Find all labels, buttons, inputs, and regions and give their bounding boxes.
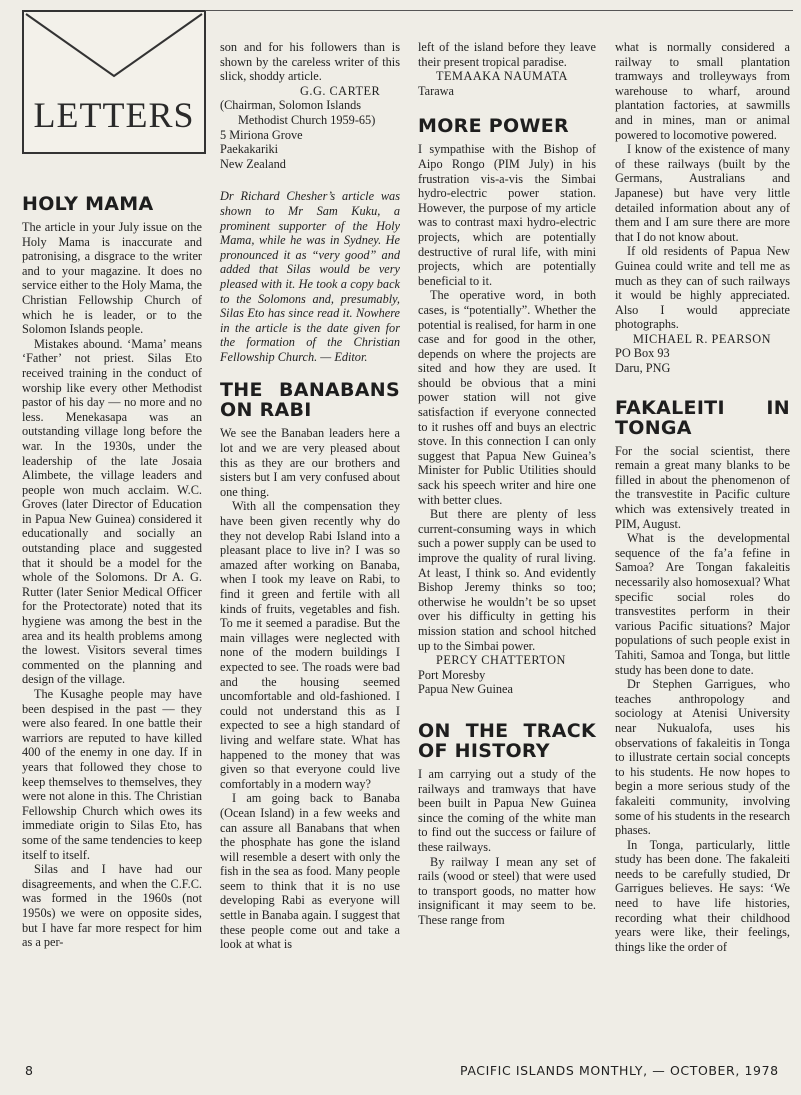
letter-paragraph: By railway I mean any set of rails (wood or steel) that were used to transport goods, no matter how insignificant it may seem to be. These range from bbox=[418, 854, 596, 927]
letter-heading: ON THE TRACK OF HISTORY bbox=[418, 719, 596, 762]
letter-paragraph: In Tonga, particularly, little study has been done. The fakaleiti needs to be carefully studied, Dr Garrigues believes. He says: ‘We need to have life histories, recording what their childhood years were like, their feelings, things like the order of bbox=[615, 837, 790, 954]
letters-header-box bbox=[22, 10, 206, 154]
letter-paragraph-continued: son and for his followers than is shown by the careless writer of this slick, shoddy article. bbox=[220, 40, 400, 84]
letter-paragraph: For the social scientist, there remain a great many blanks to be filled in about the phenomenon of the transvestite in Pacific culture which was extensively treated in PIM, August. bbox=[615, 443, 790, 531]
publication-footer: PACIFIC ISLANDS MONTHLY, — OCTOBER, 1978 bbox=[460, 1063, 779, 1078]
column-2 bbox=[220, 40, 400, 952]
letter-paragraph: I am carrying out a study of the railways and tramways that have been built in Papua New Guinea since the coming of the white man to find out the success or failure of these railways. bbox=[418, 766, 596, 854]
letter-paragraph: I know of the existence of many of these railways (built by the Germans, Australians and Japanese) but have very little detailed information about any of them and I am sure there are more that I do not know about. bbox=[615, 142, 790, 244]
letter-paragraph-continued: left of the island before they leave their present tropical paradise. bbox=[418, 40, 596, 69]
letter-paragraph: I am going back to Banaba (Ocean Island) in a few weeks and can assure all Banabans that when the phosphate has gone the island will resemble a desert with only the fish in the sea as food. Many people seem to think that it is no use developing Rabi as everyone will settle in Banaba again. I suggest that these people come out and take a look at what is bbox=[220, 791, 400, 952]
letter-signature: PERCY CHATTERTON Port Moresby Papua New Guinea bbox=[418, 653, 566, 697]
letter-heading: MORE POWER bbox=[418, 115, 569, 138]
letter-paragraph: But there are plenty of less current-consuming ways in which such a power supply can be used to improve the quality of rural living. At least, I think so. And evidently Bishop Jeremy thinks so too; otherwise he wouldn’t be so upset over his difficulty in getting his mission station and school hitched up to the Simbai power. bbox=[418, 507, 596, 653]
editor-note: Dr Richard Chesher’s article was shown to Mr Sam Kuku, a prominent supporter of the Holy Mama, while he was in Sydney. He pronounced it as “very good” and added that Silas would be very pleased with it. He took a copy back to the Solomons and, presumably, Silas Eto has since read it. Nowhere in the article is the date given for the formation of the Christian Fellowship Church. — Editor. bbox=[220, 189, 400, 364]
letter-paragraph: We see the Banaban leaders here a lot and we are very pleased about this as they are our brothers and sisters but I am very confused about one thing. bbox=[220, 426, 400, 499]
letter-heading: HOLY MAMA bbox=[22, 193, 154, 215]
letter-paragraph: If old residents of Papua New Guinea could write and tell me as much as they can of such railways it would be highly appreciated. Also I would appreciate photographs. bbox=[615, 244, 790, 332]
letter-paragraph: With all the compensation they have been given recently why do they not develop Rabi Island into a pleasant place to live in? I was so amazed after working on Banaba, when I took my leave on Rabi, to find it green and fertile with all kinds of fruits, vegetables and fish. To me it seemed a paradise. But the main villages were neglected with none of the modern buildings I expected to see. The roads were bad and the housing seemed uncomfortable and old-fashioned. I could not understand this as I expected to see a high standard of living and welfare state. What has happened to the money that was given so that everyone could live comfortably in a modern way? bbox=[220, 499, 400, 791]
column-1 bbox=[22, 180, 202, 950]
letter-paragraph-continued: what is normally considered a railway to small plantation tramways and trolleyways from warehouse to wharf, around plantation factories, at sawmills and in mines, man or animal powered to locomotive powered. bbox=[615, 40, 790, 142]
section-title: LETTERS bbox=[33, 95, 195, 135]
letter-paragraph: I sympathise with the Bishop of Aipo Rongo (PIM July) in his frustration vis-a-vis the Simbai hydro-electric power station. However, the purpose of my article was to contrast maxi hydro-electric projects, which are potentially destructive of rural life, with mini projects, which are potentially beneficial to it. bbox=[418, 142, 596, 288]
letter-signature: G.G. CARTER (Chairman, Solomon Islands Methodist Church 1959-65) 5 Miriona Grove Paekakariki New Zealand bbox=[220, 83, 381, 171]
column-4 bbox=[615, 40, 790, 954]
top-rule bbox=[205, 10, 793, 11]
letter-paragraph: The article in your July issue on the Holy Mama is inaccurate and patronising, a disgrace to the writer and to your magazine. It does no service either to the Holy Mama, the Christian Fellowship Church of which he is leader, or to the Solomon Islands people. bbox=[22, 220, 202, 337]
letter-paragraph: The operative word, in both cases, is “potentially”. Whether the potential is realised, for harm in one case and for good in the other, depends on where the projects are sited and how they are used. It should be obvious that a mini power station will not give satisfaction if everyone connected to it rushes off and buys an electric stove. In this connection I can only suggest that Papua New Guinea’s Minister for Public Utilities should sack his speech writer and hire one with better clues. bbox=[418, 288, 596, 507]
letter-paragraph: The Kusaghe people may have been despised in the past — they were also feared. In one battle their warriors are reputed to have killed 400 of the enemy in one day. If in years that followed they chose to keep themselves to themselves, they were not alone in this. The Christian Fellowship Church which owes its immediate origin to Silas Eto, has some of the same tendencies to keep itself to itself. bbox=[22, 687, 202, 862]
letter-signature: MICHAEL R. PEARSON PO Box 93 Daru, PNG bbox=[615, 331, 772, 376]
column-3 bbox=[418, 40, 596, 927]
letter-heading: THE BANABANS ON RABI bbox=[220, 379, 400, 422]
letter-paragraph: Dr Stephen Garrigues, who teaches anthropology and sociology at Atenisi University near Nukualofa, uses his observations of fakaleitis in Tonga to illustrate certain social concepts to his students. He now hopes to begin a more serious study of the fakaleiti community, involving some of his students in the research phases. bbox=[615, 677, 790, 838]
page-number: 8 bbox=[25, 1063, 34, 1078]
letter-paragraph: What is the developmental sequence of the fa’a fefine in Samoa? Are Tongan fakaleitis necessarily also homosexual? What specific social roles do transvestites perform in their various Pacific situations? Major populations of such people exist in Tahiti, Samoa and Tonga, but little study has been done to date. bbox=[615, 531, 790, 677]
letter-paragraph: Silas and I have had our disagreements, and when the C.F.C. was formed in the 1960s (not 1950s) we were on opposite sides, but I have far more respect for him as a per- bbox=[22, 862, 202, 950]
letter-paragraph: Mistakes abound. ‘Mama’ means ‘Father’ not priest. Silas Eto received training in the conduct of worship like every other Methodist pastor of his day — no more and no less. Menekasapa was an outstanding village long before the war. In the 1930s, under the leadership of the late Josaia Alimbete, the village leaders and people won much acclaim. W.C. Groves (later Director of Education in Papua New Guinea) considered it educationally and socially an outstanding place and suggested that it should be a model for the whole of the Solomons. Dr A. G. Rutter (later Senior Medical Officer for the Protectorate) noted that its hygiene was among the best in the area and its health problems among the lowest. Visitors several times commented on the planning and design of the village. bbox=[22, 336, 202, 687]
letter-heading: FAKALEITI IN TONGA bbox=[615, 396, 790, 439]
letter-signature: TEMAAKA NAUMATA Tarawa bbox=[418, 69, 568, 98]
